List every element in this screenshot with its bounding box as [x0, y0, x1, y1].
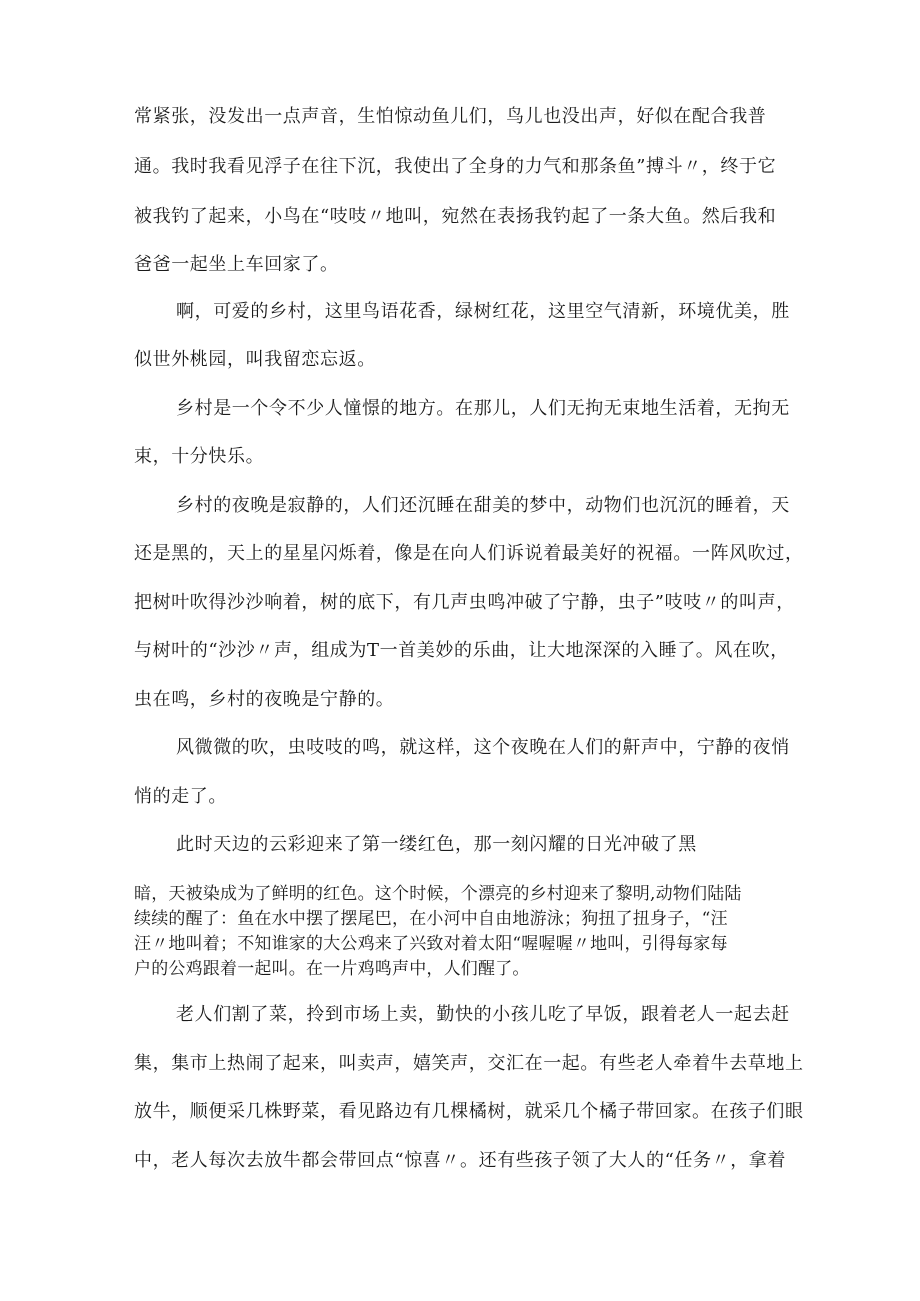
- text-line: 风微微的吹，虫吱吱的鸣，就这样，这个夜晚在人们的鼾声中，宁静的夜悄: [176, 737, 790, 758]
- text-line: 似世外桃园，叫我留恋忘返。: [134, 349, 376, 370]
- text-line: 被我钓了起来，小鸟在“吱吱〃地叫，宛然在表扬我钓起了一条大鱼。然后我和: [134, 206, 777, 227]
- text-line: 爸爸一起坐上车回家了。: [134, 254, 339, 275]
- text-line: 啊，可爱的乡村，这里鸟语花香，绿树红花，这里空气清新，环境优美，胜: [176, 301, 790, 322]
- text-line: 乡村的夜晚是寂静的，人们还沉睡在甜美的梦中，动物们也沉沉的睡着，天: [176, 495, 790, 516]
- text-line: 乡村是一个令不少人憧憬的地方。在那儿，人们无拘无束地生活着，无拘无: [176, 398, 790, 419]
- text-line: 把树叶吹得沙沙响着，树的底下，有几声虫鸣冲破了宁静，虫子”吱吱〃的叫声，: [134, 592, 795, 613]
- text-line: 老人们割了菜，拎到市场上卖，勤快的小孩儿吃了早饭，跟着老人一起去赶: [176, 1004, 790, 1025]
- text-line: 户的公鸡跟着一起叫。在一片鸡鸣声中，人们醒了。: [134, 959, 530, 979]
- text-line: 悄的走了。: [134, 786, 227, 807]
- text-line: 暗，天被染成为了鲜明的红色。这个时候，个漂亮的乡村迎来了黎明,动物们陆陆: [134, 884, 742, 904]
- text-line: 通。我时我看见浮子在往下沉，我使出了全身的力气和那条鱼”搏斗〃，终于它: [134, 156, 777, 177]
- text-line: 续续的醒了：鱼在水中摆了摆尾巴，在小河中自由地游泳；狗扭了扭身子，“汪: [134, 909, 728, 929]
- text-line: 集，集市上热闹了起来，叫卖声，嬉笑声，交汇在一起。有些老人牵着牛去草地上: [134, 1053, 804, 1074]
- text-line: 中，老人每次去放牛都会带回点“惊喜〃。还有些孩子领了大人的“任务〃，拿着: [134, 1150, 787, 1171]
- text-line: 放牛，顺便采几株野菜，看见路边有几棵橘树，就采几个橘子带回家。在孩子们眼: [134, 1101, 804, 1122]
- text-line: 汪〃地叫着；不知谁家的大公鸡来了兴致对着太阳“喔喔喔〃地叫，引得每家每: [134, 934, 728, 954]
- text-line: 束，十分快乐。: [134, 446, 265, 467]
- text-line: 还是黑的，天上的星星闪烁着，像是在向人们诉说着最美好的祝福。一阵风吹过，: [134, 543, 804, 564]
- text-line: 与树叶的“沙沙〃声，组成为T一首美妙的乐曲，让大地深深的入睡了。风在吹，: [134, 640, 789, 661]
- text-line: 此时天边的云彩迎来了第一缕红色，那一刻闪耀的日光冲破了黑: [176, 834, 697, 855]
- text-line: 虫在鸣，乡村的夜晚是宁静的。: [134, 689, 395, 710]
- text-line: 常紧张，没发出一点声音，生怕惊动鱼儿们，鸟儿也没出声，好似在配合我普: [134, 106, 767, 127]
